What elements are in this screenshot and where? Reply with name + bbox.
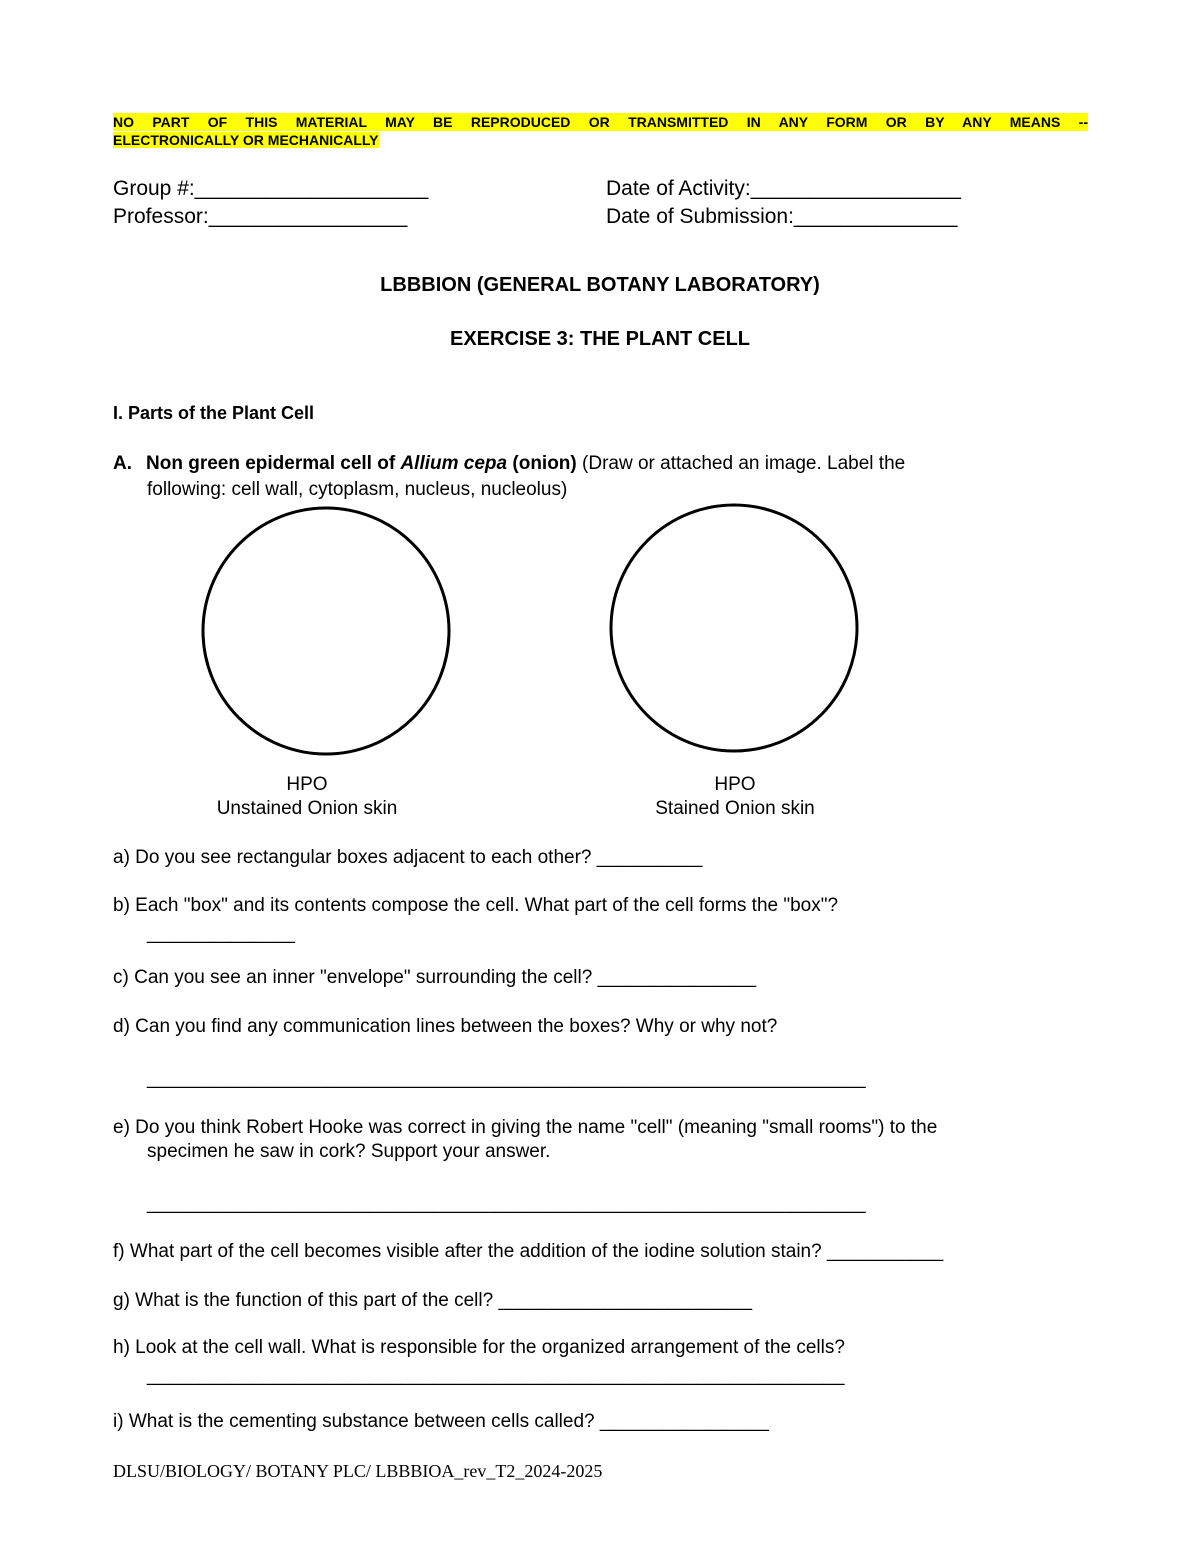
item-a-species: Allium cepa: [400, 453, 508, 474]
professor-field[interactable]: Professor:_________________: [113, 205, 408, 228]
section-heading: I. Parts of the Plant Cell: [113, 403, 315, 423]
copyright-notice: [113, 113, 1088, 149]
stained-caption: [610, 773, 860, 821]
item-a-heading: [113, 453, 905, 475]
notice-line-2: ELECTRONICALLY OR MECHANICALLY: [113, 132, 379, 148]
item-a-bold-2: (onion): [507, 453, 577, 474]
question-e-line-2: specimen he saw in cork? Support your answer.: [147, 1141, 551, 1162]
date-of-activity-field[interactable]: Date of Activity:__________________: [606, 177, 961, 200]
question-c[interactable]: c) Can you see an inner "envelope" surrounding the cell? _______________: [113, 967, 757, 988]
unstained-caption-magnification: HPO: [286, 774, 328, 795]
question-b: b) Each "box" and its contents compose the cell. What part of the cell forms the "box"?: [113, 895, 839, 916]
stained-drawing-circle[interactable]: [603, 500, 867, 758]
item-a-instructions: (Draw or attached an image. Label the: [576, 453, 906, 474]
stained-caption-magnification: HPO: [714, 774, 756, 795]
question-e: e) Do you think Robert Hooke was correct in giving the name "cell" (meaning "small rooms") to the: [113, 1117, 938, 1138]
item-a-bold-1: Non green epidermal cell of: [146, 453, 401, 474]
question-a[interactable]: a) Do you see rectangular boxes adjacent to each other? __________: [113, 847, 703, 868]
document-footer: DLSU/BIOLOGY/ BOTANY PLC/ LBBBIOA_rev_T2_2024-2025: [113, 1461, 603, 1481]
date-of-submission-field[interactable]: Date of Submission:______________: [606, 205, 958, 228]
question-b-answer-blank[interactable]: ______________: [147, 923, 295, 944]
exercise-title: EXERCISE 3: THE PLANT CELL: [449, 328, 751, 350]
unstained-drawing-circle[interactable]: [195, 503, 459, 761]
question-f[interactable]: f) What part of the cell becomes visible after the addition of the iodine solution stain? ___________: [113, 1241, 944, 1262]
question-h: h) Look at the cell wall. What is responsible for the organized arrangement of the cells?: [113, 1337, 845, 1358]
stained-caption-label: Stained Onion skin: [655, 798, 815, 819]
item-a-instructions-line-2: following: cell wall, cytoplasm, nucleus, nucleolus): [147, 479, 568, 500]
question-d-answer-blank[interactable]: ____________________________________________________________________: [147, 1068, 866, 1089]
notice-line-1: NO PART OF THIS MATERIAL MAY BE REPRODUCED OR TRANSMITTED IN ANY FORM OR BY ANY MEANS --: [113, 114, 1088, 130]
unstained-caption: [187, 773, 427, 821]
question-h-answer-blank[interactable]: __________________________________________________________________: [147, 1365, 845, 1386]
question-d: d) Can you find any communication lines between the boxes? Why or why not?: [113, 1016, 778, 1037]
question-i[interactable]: i) What is the cementing substance between cells called? ________________: [113, 1411, 769, 1432]
item-a-marker: A.: [113, 453, 132, 474]
course-title: LBBBION (GENERAL BOTANY LABORATORY): [380, 274, 820, 296]
question-g[interactable]: g) What is the function of this part of the cell? ________________________: [113, 1290, 753, 1311]
unstained-caption-label: Unstained Onion skin: [216, 798, 398, 819]
group-field[interactable]: Group #:____________________: [113, 177, 429, 200]
question-e-answer-blank[interactable]: ____________________________________________________________________: [147, 1193, 866, 1214]
